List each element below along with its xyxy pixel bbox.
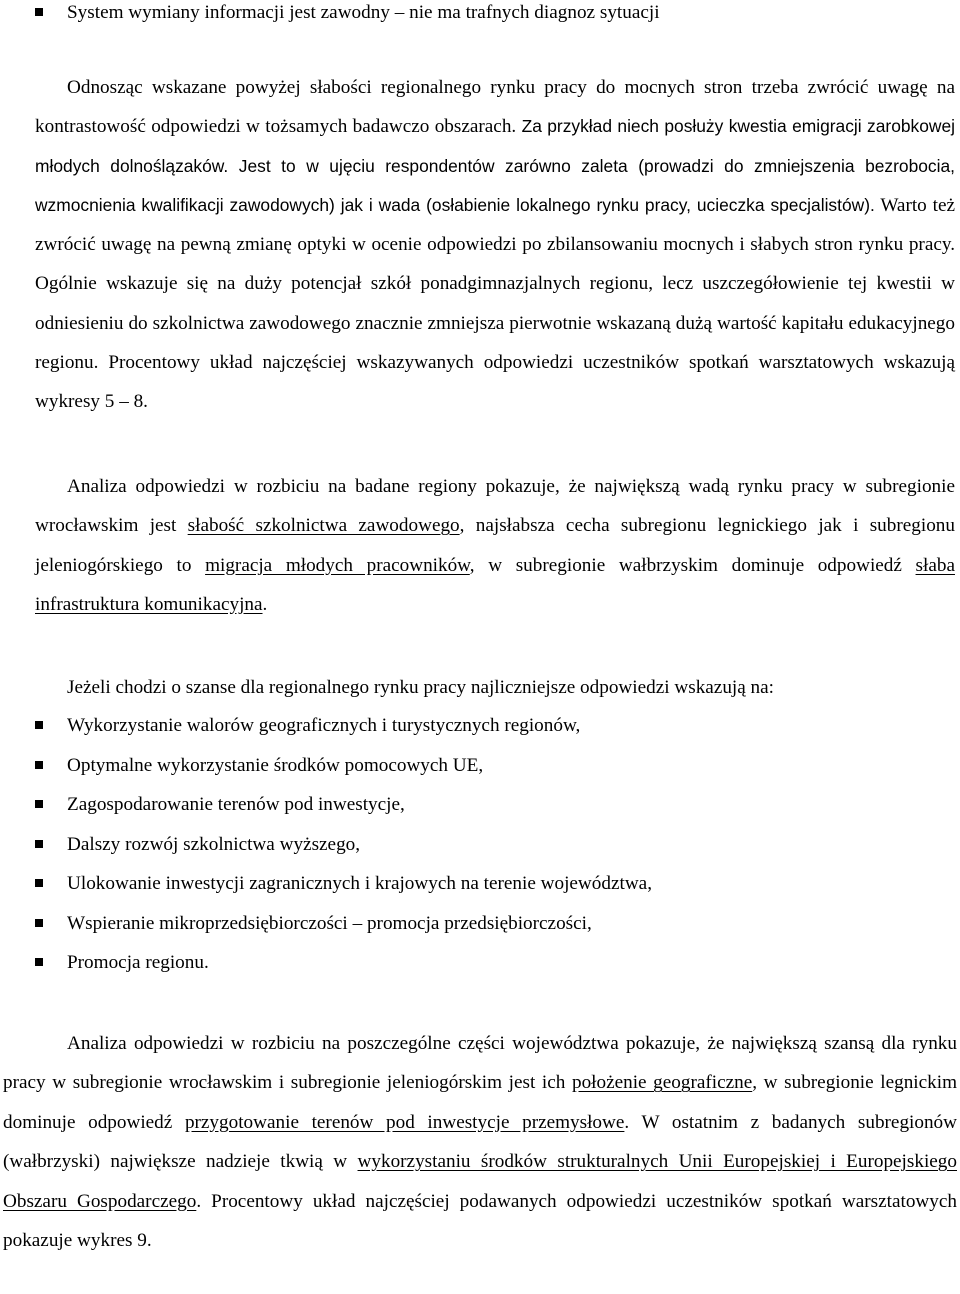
square-bullet-icon [35, 800, 43, 808]
square-bullet-icon [35, 8, 43, 16]
paragraph-1-sentence-1: Odnosząc wskazane powyżej słabości regionalnego rynku pracy do mocnych stron trzeba zwrócić uwagę na kontrastowość odpowiedzi w tożsamych badawczo obszarach. [35, 77, 955, 138]
paragraph-strengths-contrast [35, 68, 955, 422]
paragraph-regional-chances [3, 1024, 957, 1260]
list-item-text: Promocja regionu. [67, 952, 209, 973]
underlined-weak-infrastructure: słaba infrastruktura komunikacyjna [35, 554, 955, 615]
weakness-bullet-text: System wymiany informacji jest zawodny – nie ma trafnych diagnoz sytuacji [67, 2, 660, 23]
list-item-text: Optymalne wykorzystanie środków pomocowych UE, [67, 755, 484, 776]
list-item-text: Dalszy rozwój szkolnictwa wyższego, [67, 834, 361, 855]
paragraph-3-text-1: Analiza odpowiedzi w rozbiciu na poszczególne części województwa pokazuje, że największą szansą dla rynku pracy w subregionie wrocławskim i subregionie jeleniogórskim jest ich [3, 1033, 957, 1094]
paragraph-3-text-3: . W ostatnim z badanych subregionów (wałbrzyski) największe nadzieje tkwią w [3, 1111, 958, 1173]
square-bullet-icon [35, 958, 43, 966]
paragraph-1-sentence-2: Za przykład niech posłuży kwestia emigracji zarobkowej młodych dolnoślązaków. Jest to w ujęciu respondentów zarówno zaleta (prowadzi do zmniejszenia bezrobocia, wzmocnienia kwalifikacji zawodowych) jak i wada (osłabienie lokalnego rynku pracy, ucieczka specjalistów). [35, 116, 955, 215]
paragraph-2-text-4: . [262, 593, 268, 615]
square-bullet-icon [35, 721, 43, 729]
underlined-industrial-sites: przygotowanie terenów pod inwestycje przemysłowe [184, 1111, 625, 1133]
list-item-text: Wspieranie mikroprzedsiębiorczości – promocja przedsiębiorczości, [67, 913, 592, 934]
paragraph-2-text-2: , najsłabsza cecha subregionu legnickiego jak i subregionu jeleniogórskiego to [35, 515, 955, 576]
list-item-text: Wykorzystanie walorów geograficznych i turystycznych regionów, [67, 715, 581, 736]
square-bullet-icon [35, 761, 43, 769]
paragraph-3-text-4: . Procentowy układ najczęściej podawanych odpowiedzi uczestników spotkań warsztatowych pokazuje wykres 9. [3, 1190, 957, 1252]
list-item-text: Ulokowanie inwestycji zagranicznych i krajowych na terenie województwa, [67, 873, 652, 894]
square-bullet-icon [35, 919, 43, 927]
square-bullet-icon [35, 840, 43, 848]
paragraph-3-text-2: , w subregionie legnickim dominuje odpowiedź [3, 1072, 958, 1133]
paragraph-regional-weaknesses [35, 467, 955, 624]
chances-lead-sentence: Jeżeli chodzi o szanse dla regionalnego rynku pracy najliczniejsze odpowiedzi wskazują na: [67, 677, 774, 698]
underlined-structural-funds: wykorzystaniu środków strukturalnych Unii Europejskiej i Europejskiego Obszaru Gospodarczego [3, 1151, 957, 1212]
square-bullet-icon [35, 879, 43, 887]
underlined-vocational-weakness: słabość szkolnictwa zawodowego [187, 515, 460, 537]
list-item-text: Zagospodarowanie terenów pod inwestycje, [67, 794, 405, 815]
paragraph-2-text-3: , w subregionie wałbrzyskim dominuje odpowiedź [469, 554, 916, 576]
underlined-geographic-location: położenie geograficzne [571, 1072, 753, 1094]
paragraph-1-sentence-3: Warto też zwrócić uwagę na pewną zmianę optyki w ocenie odpowiedzi po zbilansowaniu mocnych i słabych stron rynku pracy. Ogólnie wskazuje się na duży potencjał szkół ponadgimnazjalnych regionu, lecz uszczegółowienie tej kwestii w odniesieniu do szkolnictwa zawodowego znacznie zmniejsza pierwotnie wskazaną dużą wartość kapitału edukacyjnego regionu. Procentowy układ najczęściej wskazywanych odpowiedzi uczestników spotkań warsztatowych wskazują wykresy 5 – 8. [35, 194, 955, 413]
paragraph-2-text-1: Analiza odpowiedzi w rozbiciu na badane regiony pokazuje, że największą wadą rynku pracy w subregionie wrocławskim jest [35, 476, 955, 537]
underlined-youth-migration: migracja młodych pracowników [205, 554, 470, 576]
weakness-bullet-item [35, 0, 955, 26]
